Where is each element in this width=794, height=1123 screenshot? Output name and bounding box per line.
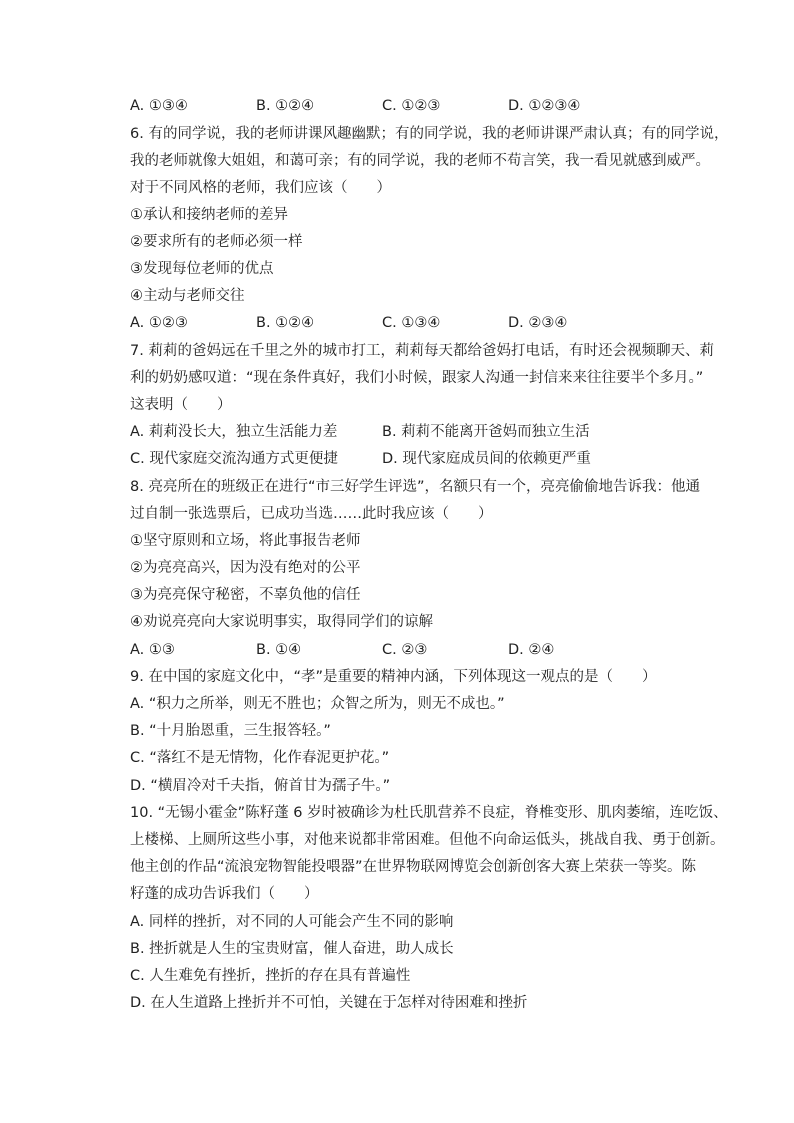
q6-stem-line: 对于不同风格的老师，我们应该（ ） xyxy=(130,180,391,196)
q7-stem-line: 这表明（ ） xyxy=(130,397,232,413)
q7-stem-line: 7. 莉莉的爸妈远在千里之外的城市打工，莉莉每天都给爸妈打电话，有时还会视频聊天、莉 xyxy=(130,343,714,359)
q8-stem-line: 8. 亮亮所在的班级正在进行“市三好学生评选”，名额只有一个，亮亮偷偷地告诉我：他通 xyxy=(130,479,700,495)
q9-stem-line: 9. 在中国的家庭文化中，“孝”是重要的精神内涵，下列体现这一观点的是（ ） xyxy=(130,669,657,685)
q6-option-c: C. ①③④ xyxy=(382,315,441,331)
q5-option-d: D. ①②③④ xyxy=(508,98,581,114)
q5-option-c: C. ①②③ xyxy=(382,98,441,114)
q8-option-a: A. ①③ xyxy=(130,642,175,658)
q10-stem-line: 籽蓬的成功告诉我们（ ） xyxy=(130,886,319,902)
q8-item: ③为亮亮保守秘密，不辜负他的信任 xyxy=(130,587,361,603)
q6-item: ②要求所有的老师必须一样 xyxy=(130,234,303,250)
q10-option-c: C. 人生难免有挫折，挫折的存在具有普遍性 xyxy=(130,968,411,984)
q7-option-d: D. 现代家庭成员间的依赖更严重 xyxy=(382,451,591,467)
q8-option-d: D. ②④ xyxy=(508,642,555,658)
q10-option-b: B. 挫折就是人生的宝贵财富，催人奋进，助人成长 xyxy=(130,941,454,957)
q6-option-b: B. ①②④ xyxy=(256,315,315,331)
q7-option-b: B. 莉莉不能离开爸妈而独立生活 xyxy=(382,424,590,440)
q8-item: ④劝说亮亮向大家说明事实，取得同学们的谅解 xyxy=(130,614,433,630)
q7-stem-line: 利的奶奶感叹道：“现在条件真好，我们小时候，跟家人沟通一封信来来往往要半个多月。” xyxy=(130,370,704,386)
q6-stem-line: 6. 有的同学说，我的老师讲课风趣幽默；有的同学说，我的老师讲课严肃认真；有的同学说， xyxy=(130,126,729,142)
q9-option-b: B. “十月胎恩重，三生报答轻。” xyxy=(130,723,331,739)
q6-option-d: D. ②③④ xyxy=(508,315,568,331)
q10-stem-line: 10. “无锡小霍金”陈籽蓬 6 岁时被确诊为杜氏肌营养不良症，脊椎变形、肌肉萎缩，连吃饭、 xyxy=(130,805,728,821)
q8-option-b: B. ①④ xyxy=(256,642,302,658)
q6-item: ①承认和接纳老师的差异 xyxy=(130,207,288,223)
q7-option-a: A. 莉莉没长大，独立生活能力差 xyxy=(130,424,338,440)
q8-item: ①坚守原则和立场，将此事报告老师 xyxy=(130,533,361,549)
q9-option-d: D. “横眉冷对千夫指，俯首甘为孺子牛。” xyxy=(130,778,391,794)
q8-option-c: C. ②③ xyxy=(382,642,428,658)
q9-option-a: A. “积力之所举，则无不胜也；众智之所为，则无不成也。” xyxy=(130,696,505,712)
q6-item: ④主动与老师交往 xyxy=(130,288,245,304)
q10-option-d: D. 在人生道路上挫折并不可怕，关键在于怎样对待困难和挫折 xyxy=(130,995,528,1011)
q5-option-a: A. ①③④ xyxy=(130,98,188,114)
q9-option-c: C. “落红不是无情物，化作春泥更护花。” xyxy=(130,750,390,766)
q10-stem-line: 他主创的作品“流浪宠物智能投喂器”在世界物联网博览会创新创客大赛上荣获一等奖。陈 xyxy=(130,859,697,875)
q6-stem-line: 我的老师就像大姐姐，和蔼可亲；有的同学说，我的老师不苟言笑，我一看见就感到威严。 xyxy=(130,153,710,169)
q5-option-b: B. ①②④ xyxy=(256,98,315,114)
q6-item: ③发现每位老师的优点 xyxy=(130,261,274,277)
q10-stem-line: 上楼梯、上厕所这些小事，对他来说都非常困难。但他不向命运低头，挑战自我、勇于创新。 xyxy=(130,832,725,848)
q8-item: ②为亮亮高兴，因为没有绝对的公平 xyxy=(130,560,361,576)
q6-option-a: A. ①②③ xyxy=(130,315,188,331)
q7-option-c: C. 现代家庭交流沟通方式更便捷 xyxy=(130,451,338,467)
q10-option-a: A. 同样的挫折，对不同的人可能会产生不同的影响 xyxy=(130,914,454,930)
q8-stem-line: 过自制一张选票后，已成功当选……此时我应该（ ） xyxy=(130,506,493,522)
